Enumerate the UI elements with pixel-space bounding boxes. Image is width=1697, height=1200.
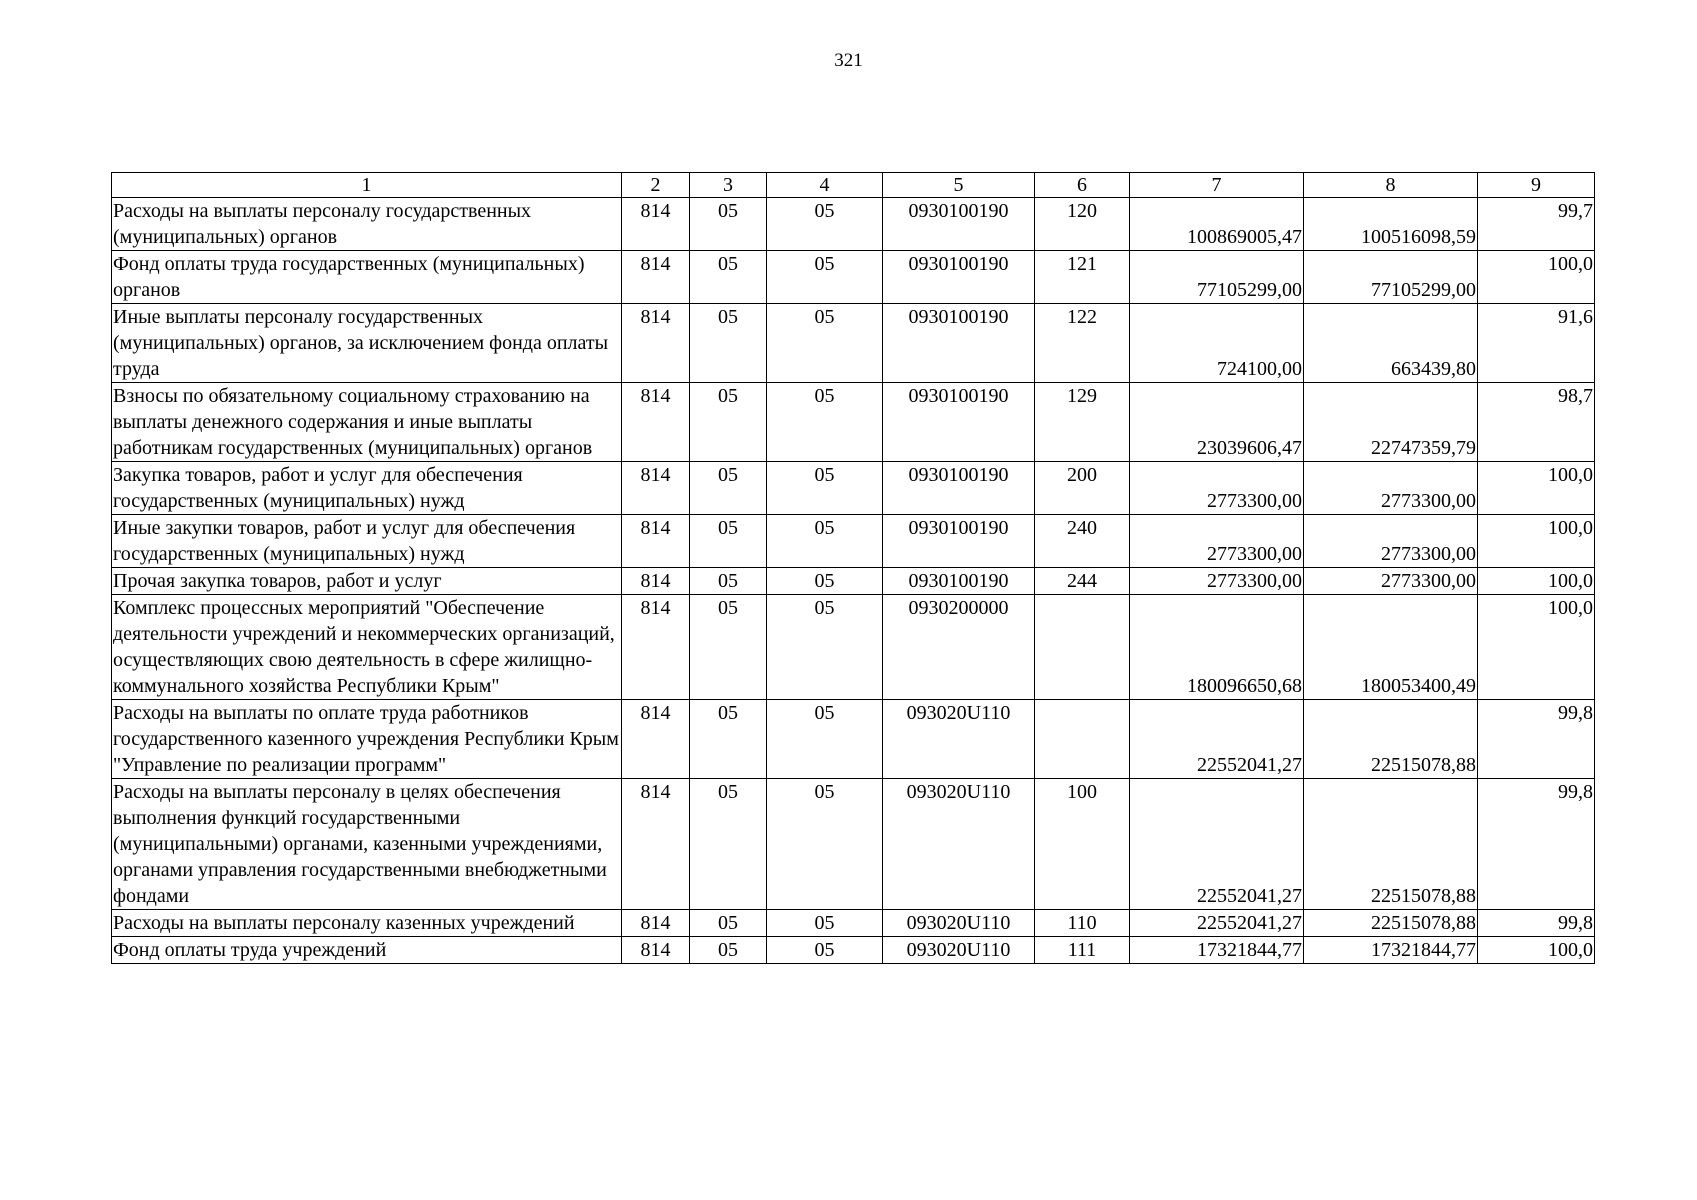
table-row [112, 595, 1595, 700]
table-row [112, 568, 1595, 595]
row-name-cell: Расходы на выплаты персоналу казенных учреждений [112, 910, 622, 937]
target-article-cell: 093020U110 [883, 779, 1035, 910]
subsection-cell: 05 [767, 595, 883, 700]
execution-percent-cell: 91,6 [1478, 304, 1595, 383]
execution-percent-cell: 100,0 [1478, 568, 1595, 595]
row-name-cell: Расходы на выплаты персоналу в целях обеспечения выполнения функций государственными (муниципальными) органами, казенными учреждениями, органами управления государственными внебюджетными фондами [112, 779, 622, 910]
table-body [112, 173, 1595, 964]
table-row [112, 910, 1595, 937]
planned-amount-cell: 22552041,27 [1130, 779, 1304, 910]
actual-amount-cell: 2773300,00 [1304, 462, 1478, 515]
table-row [112, 462, 1595, 515]
planned-amount-cell: 100869005,47 [1130, 198, 1304, 251]
subsection-cell: 05 [767, 198, 883, 251]
target-article-cell: 0930100190 [883, 462, 1035, 515]
actual-amount-cell: 22515078,88 [1304, 779, 1478, 910]
target-article-cell: 0930100190 [883, 568, 1035, 595]
subsection-cell: 05 [767, 910, 883, 937]
admin-code-cell: 814 [622, 937, 690, 964]
actual-amount-cell: 22747359,79 [1304, 383, 1478, 462]
actual-amount-cell: 2773300,00 [1304, 568, 1478, 595]
section-cell: 05 [690, 515, 767, 568]
execution-percent-cell: 100,0 [1478, 595, 1595, 700]
section-cell: 05 [690, 700, 767, 779]
actual-amount-cell: 77105299,00 [1304, 251, 1478, 304]
subsection-cell: 05 [767, 568, 883, 595]
execution-percent-cell: 99,8 [1478, 779, 1595, 910]
table-row [112, 700, 1595, 779]
actual-amount-cell: 180053400,49 [1304, 595, 1478, 700]
target-article-cell: 093020U110 [883, 700, 1035, 779]
section-cell: 05 [690, 595, 767, 700]
execution-percent-cell: 100,0 [1478, 515, 1595, 568]
section-cell: 05 [690, 462, 767, 515]
expense-type-cell: 100 [1035, 779, 1130, 910]
column-header-5: 5 [883, 173, 1035, 198]
admin-code-cell: 814 [622, 198, 690, 251]
execution-percent-cell: 99,8 [1478, 700, 1595, 779]
actual-amount-cell: 100516098,59 [1304, 198, 1478, 251]
row-name-cell: Фонд оплаты труда учреждений [112, 937, 622, 964]
admin-code-cell: 814 [622, 251, 690, 304]
row-name-cell: Иные закупки товаров, работ и услуг для обеспечения государственных (муниципальных) нужд [112, 515, 622, 568]
column-header-3: 3 [690, 173, 767, 198]
subsection-cell: 05 [767, 700, 883, 779]
budget-execution-table [111, 172, 1595, 964]
section-cell: 05 [690, 304, 767, 383]
expense-type-cell: 121 [1035, 251, 1130, 304]
column-header-9: 9 [1478, 173, 1595, 198]
target-article-cell: 0930100190 [883, 198, 1035, 251]
subsection-cell: 05 [767, 937, 883, 964]
row-name-cell: Расходы на выплаты по оплате труда работников государственного казенного учреждения Республики Крым "Управление по реализации программ" [112, 700, 622, 779]
expense-type-cell [1035, 700, 1130, 779]
column-header-1: 1 [112, 173, 622, 198]
subsection-cell: 05 [767, 251, 883, 304]
row-name-cell: Закупка товаров, работ и услуг для обеспечения государственных (муниципальных) нужд [112, 462, 622, 515]
expense-type-cell: 244 [1035, 568, 1130, 595]
row-name-cell: Иные выплаты персоналу государственных (муниципальных) органов, за исключением фонда оплаты труда [112, 304, 622, 383]
actual-amount-cell: 2773300,00 [1304, 515, 1478, 568]
execution-percent-cell: 98,7 [1478, 383, 1595, 462]
table-row [112, 304, 1595, 383]
actual-amount-cell: 17321844,77 [1304, 937, 1478, 964]
target-article-cell: 0930100190 [883, 251, 1035, 304]
expense-type-cell: 129 [1035, 383, 1130, 462]
planned-amount-cell: 180096650,68 [1130, 595, 1304, 700]
target-article-cell: 093020U110 [883, 937, 1035, 964]
section-cell: 05 [690, 910, 767, 937]
admin-code-cell: 814 [622, 568, 690, 595]
execution-percent-cell: 100,0 [1478, 251, 1595, 304]
planned-amount-cell: 22552041,27 [1130, 700, 1304, 779]
expense-type-cell [1035, 595, 1130, 700]
planned-amount-cell: 724100,00 [1130, 304, 1304, 383]
table-row [112, 251, 1595, 304]
subsection-cell: 05 [767, 462, 883, 515]
section-cell: 05 [690, 198, 767, 251]
section-cell: 05 [690, 568, 767, 595]
target-article-cell: 0930100190 [883, 383, 1035, 462]
expense-type-cell: 110 [1035, 910, 1130, 937]
expense-type-cell: 111 [1035, 937, 1130, 964]
subsection-cell: 05 [767, 515, 883, 568]
page-number: 321 [834, 50, 863, 71]
planned-amount-cell: 2773300,00 [1130, 515, 1304, 568]
section-cell: 05 [690, 937, 767, 964]
execution-percent-cell: 99,7 [1478, 198, 1595, 251]
admin-code-cell: 814 [622, 910, 690, 937]
section-cell: 05 [690, 779, 767, 910]
expense-type-cell: 240 [1035, 515, 1130, 568]
actual-amount-cell: 663439,80 [1304, 304, 1478, 383]
row-name-cell: Фонд оплаты труда государственных (муниципальных) органов [112, 251, 622, 304]
target-article-cell: 0930100190 [883, 515, 1035, 568]
column-header-6: 6 [1035, 173, 1130, 198]
target-article-cell: 093020U110 [883, 910, 1035, 937]
table-row [112, 779, 1595, 910]
expense-type-cell: 122 [1035, 304, 1130, 383]
section-cell: 05 [690, 383, 767, 462]
subsection-cell: 05 [767, 304, 883, 383]
row-name-cell: Комплекс процессных мероприятий "Обеспечение деятельности учреждений и некоммерческих организаций, осуществляющих свою деятельность в сфере жилищно-коммунального хозяйства Республики Крым" [112, 595, 622, 700]
table-header-row [112, 173, 1595, 198]
admin-code-cell: 814 [622, 595, 690, 700]
table-row [112, 515, 1595, 568]
column-header-2: 2 [622, 173, 690, 198]
column-header-4: 4 [767, 173, 883, 198]
expense-type-cell: 200 [1035, 462, 1130, 515]
admin-code-cell: 814 [622, 700, 690, 779]
planned-amount-cell: 17321844,77 [1130, 937, 1304, 964]
planned-amount-cell: 22552041,27 [1130, 910, 1304, 937]
admin-code-cell: 814 [622, 779, 690, 910]
target-article-cell: 0930100190 [883, 304, 1035, 383]
admin-code-cell: 814 [622, 462, 690, 515]
admin-code-cell: 814 [622, 383, 690, 462]
planned-amount-cell: 2773300,00 [1130, 568, 1304, 595]
admin-code-cell: 814 [622, 515, 690, 568]
subsection-cell: 05 [767, 779, 883, 910]
section-cell: 05 [690, 251, 767, 304]
admin-code-cell: 814 [622, 304, 690, 383]
expense-type-cell: 120 [1035, 198, 1130, 251]
row-name-cell: Прочая закупка товаров, работ и услуг [112, 568, 622, 595]
actual-amount-cell: 22515078,88 [1304, 700, 1478, 779]
planned-amount-cell: 2773300,00 [1130, 462, 1304, 515]
target-article-cell: 0930200000 [883, 595, 1035, 700]
execution-percent-cell: 99,8 [1478, 910, 1595, 937]
execution-percent-cell: 100,0 [1478, 462, 1595, 515]
subsection-cell: 05 [767, 383, 883, 462]
row-name-cell: Расходы на выплаты персоналу государственных (муниципальных) органов [112, 198, 622, 251]
table-row [112, 937, 1595, 964]
row-name-cell: Взносы по обязательному социальному страхованию на выплаты денежного содержания и иные выплаты работникам государственных (муниципальных) органов [112, 383, 622, 462]
column-header-7: 7 [1130, 173, 1304, 198]
actual-amount-cell: 22515078,88 [1304, 910, 1478, 937]
column-header-8: 8 [1304, 173, 1478, 198]
execution-percent-cell: 100,0 [1478, 937, 1595, 964]
planned-amount-cell: 77105299,00 [1130, 251, 1304, 304]
planned-amount-cell: 23039606,47 [1130, 383, 1304, 462]
table-row [112, 383, 1595, 462]
table-row [112, 198, 1595, 251]
